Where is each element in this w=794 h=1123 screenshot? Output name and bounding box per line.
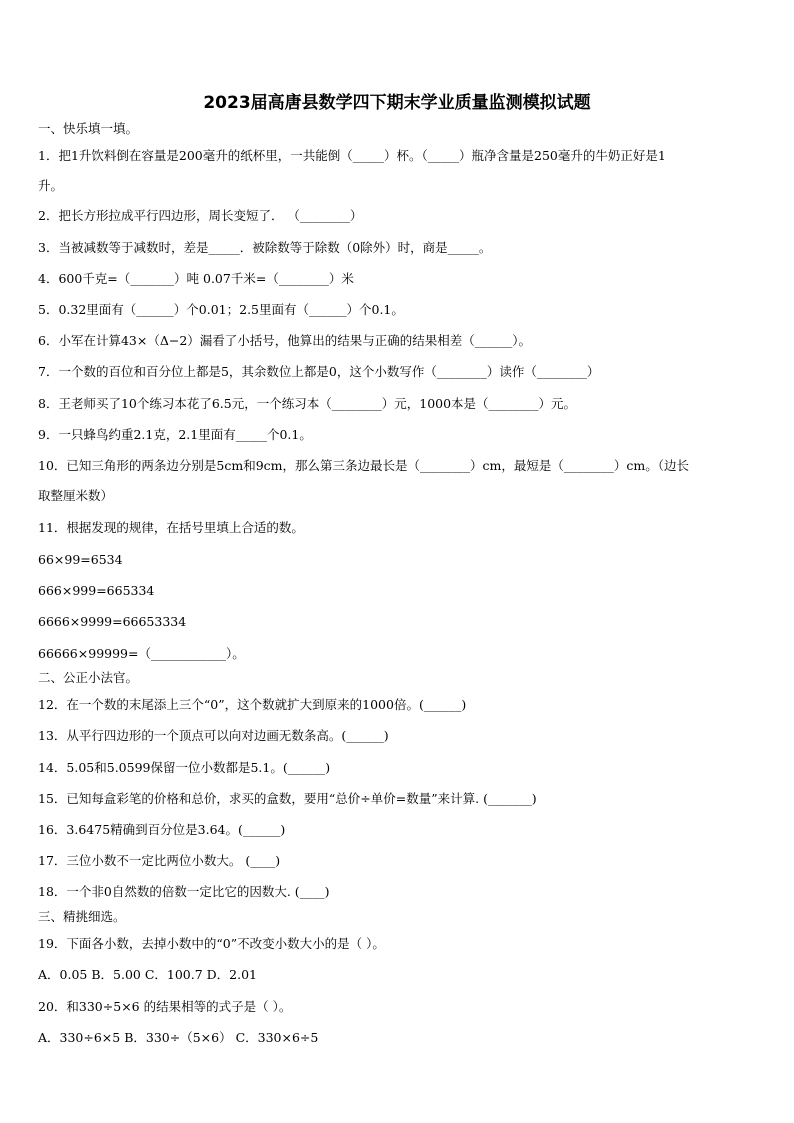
question-18: 18．一个非0自然数的倍数一定比它的因数大. (____) (38, 884, 330, 899)
question-8: 8．王老师买了10个练习本花了6.5元，一个练习本（________）元，1000本是（________）元。 (38, 396, 577, 411)
question-9: 9．一只蜂鸟约重2.1克，2.1里面有_____个0.1。 (38, 427, 312, 442)
question-19: 19．下面各小数，去掉小数中的“0”不改变小数大小的是（ ）。 (38, 936, 385, 951)
question-2: 2．把长方形拉成平行四边形，周长变短了． （________） (38, 208, 363, 223)
section-1-heading: 一、快乐填一填。 (38, 121, 139, 136)
question-5: 5．0.32里面有（______）个0.01；2.5里面有（______）个0.1。 (38, 302, 404, 317)
question-17: 17．三位小数不一定比两位小数大。 (____) (38, 853, 281, 868)
page-title: 2023届高唐县数学四下期末学业质量监测模拟试题 (203, 93, 591, 113)
question-3: 3．当被减数等于减数时，差是_____．被除数等于除数（0除外）时，商是_____。 (38, 240, 492, 255)
question-20: 20．和330÷5×6 的结果相等的式子是（ ）。 (38, 999, 292, 1014)
question-13: 13．从平行四边形的一个顶点可以向对边画无数条高。(______) (38, 728, 389, 743)
question-16: 16．3.6475精确到百分位是3.64。(______) (38, 822, 286, 837)
question-1-cont: 升。 (38, 178, 64, 193)
question-14: 14．5.05和5.0599保留一位小数都是5.1。(______) (38, 760, 331, 775)
pattern-line-2: 666×999=665334 (38, 583, 155, 598)
question-4: 4．600千克=（_______）吨 0.07千米=（________）米 (38, 271, 354, 286)
pattern-line-3: 6666×9999=66653334 (38, 614, 187, 629)
question-7: 7．一个数的百位和百分位上都是5，其余数位上都是0，这个小数写作（________）读作（________） (38, 364, 600, 379)
pattern-line-1: 66×99=6534 (38, 552, 123, 567)
pattern-line-4: 66666×99999=（____________）。 (38, 646, 245, 661)
question-10: 10．已知三角形的两条边分别是5cm和9cm，那么第三条边最长是（________）cm，最短是（________）cm。（边长 (38, 458, 689, 473)
question-10-cont: 取整厘米数） (38, 488, 114, 503)
section-2-heading: 二、公正小法官。 (38, 670, 139, 685)
question-6: 6．小军在计算43×（Δ−2）漏看了小括号，他算出的结果与正确的结果相差（______）。 (38, 333, 532, 348)
question-12: 12．在一个数的末尾添上三个“0”，这个数就扩大到原来的1000倍。(______) (38, 697, 467, 712)
question-15: 15．已知每盒彩笔的价格和总价，求买的盒数，要用“总价÷单价=数量”来计算. (_______) (38, 791, 537, 806)
question-19-options: A．0.05 B．5.00 C．100.7 D．2.01 (38, 967, 258, 982)
question-20-options: A．330÷6×5 B．330÷（5×6） C．330×6÷5 (38, 1030, 319, 1045)
section-3-heading: 三、精挑细选。 (38, 909, 126, 924)
question-11: 11．根据发现的规律，在括号里填上合适的数。 (38, 520, 304, 535)
question-1: 1．把1升饮料倒在容量是200毫升的纸杯里，一共能倒（_____）杯。（_____）瓶净含量是250毫升的牛奶正好是1 (38, 148, 666, 163)
